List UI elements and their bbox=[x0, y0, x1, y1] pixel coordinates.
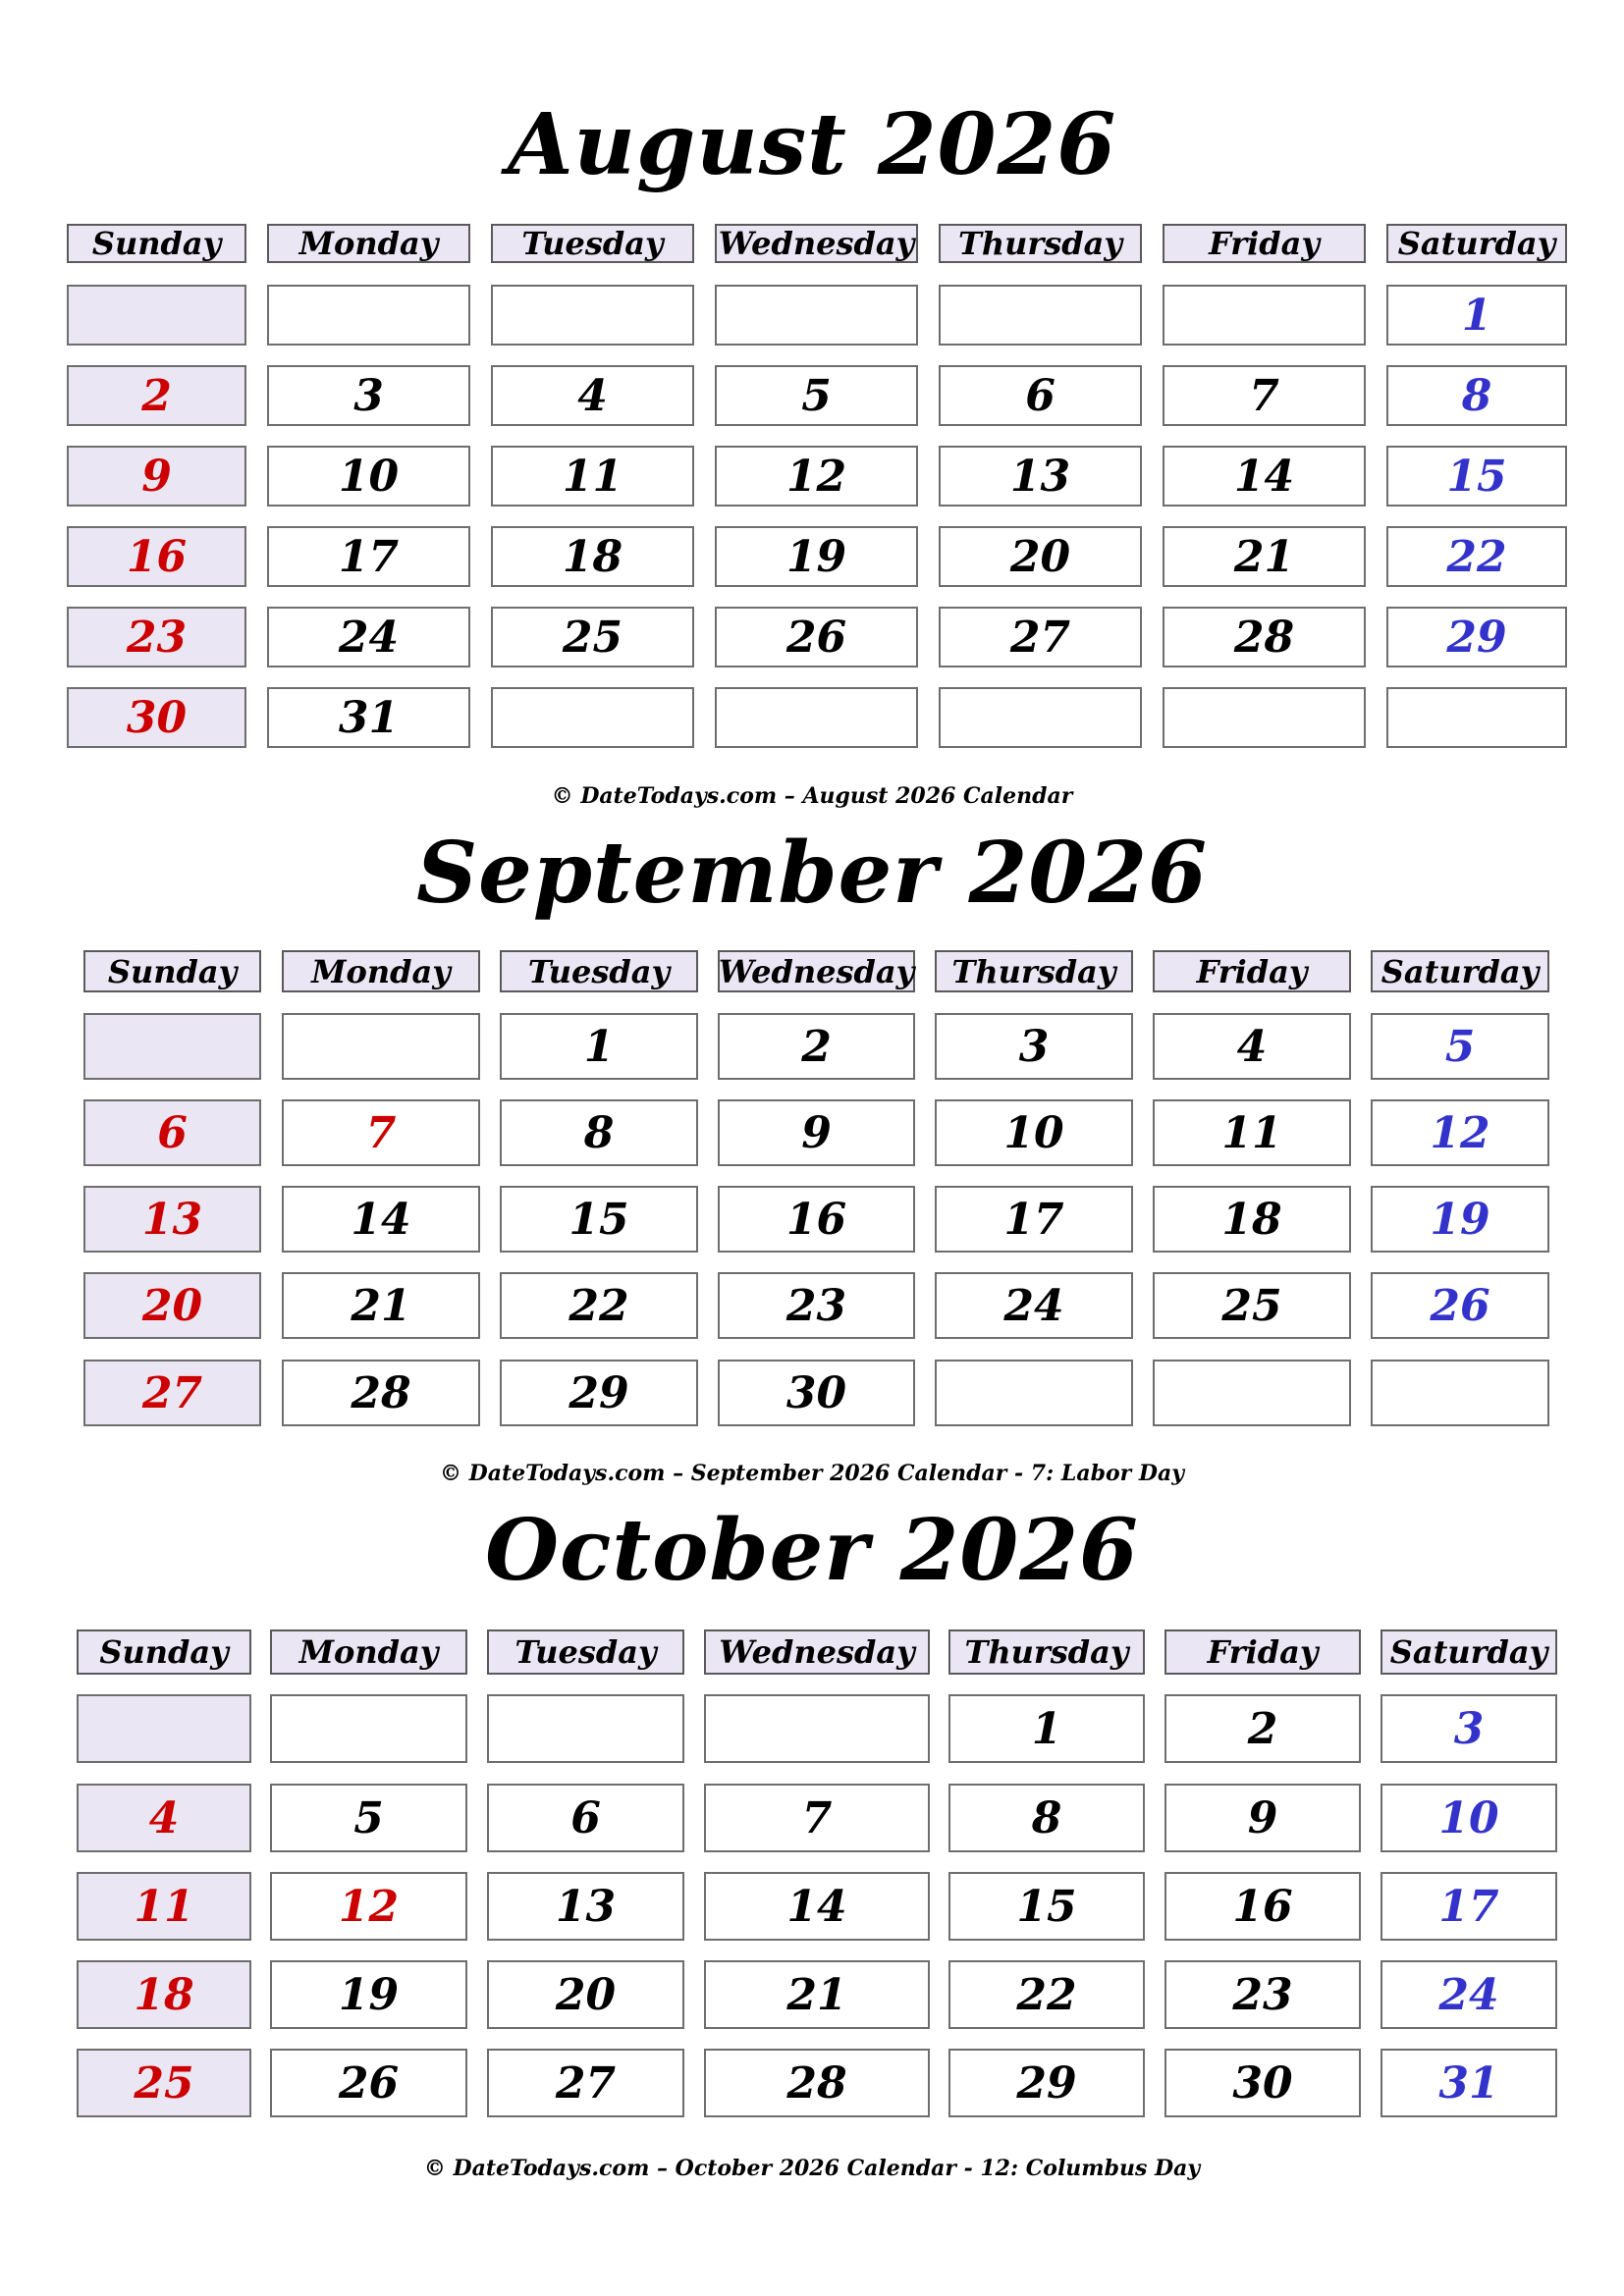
day-cell[interactable]: 8 bbox=[1386, 365, 1567, 426]
day-cell[interactable]: 12 bbox=[270, 1872, 467, 1941]
month-title: October 2026 bbox=[485, 1501, 1139, 1600]
day-cell[interactable]: 25 bbox=[1153, 1272, 1351, 1339]
day-cell[interactable]: 23 bbox=[1164, 1960, 1361, 2029]
day-cell[interactable]: 17 bbox=[1380, 1872, 1557, 1941]
empty-day-cell bbox=[1371, 1360, 1549, 1426]
empty-day-cell bbox=[491, 285, 694, 346]
day-cell[interactable]: 19 bbox=[1371, 1186, 1549, 1253]
weekday-header: Tuesday bbox=[500, 950, 698, 992]
day-cell[interactable]: 3 bbox=[935, 1013, 1133, 1080]
day-cell[interactable]: 6 bbox=[939, 365, 1142, 426]
empty-day-cell bbox=[77, 1694, 251, 1763]
weekday-header: Monday bbox=[270, 1629, 467, 1675]
weekday-header: Thursday bbox=[948, 1629, 1145, 1675]
day-cell[interactable]: 18 bbox=[1153, 1186, 1351, 1253]
weekday-header: Tuesday bbox=[491, 224, 694, 263]
day-cell[interactable]: 2 bbox=[67, 365, 246, 426]
day-cell[interactable]: 5 bbox=[715, 365, 918, 426]
day-cell[interactable]: 5 bbox=[1371, 1013, 1549, 1080]
day-cell[interactable]: 8 bbox=[500, 1099, 698, 1166]
day-cell[interactable]: 30 bbox=[67, 687, 246, 748]
empty-day-cell bbox=[715, 687, 918, 748]
day-cell[interactable]: 18 bbox=[77, 1960, 251, 2029]
day-cell[interactable]: 14 bbox=[282, 1186, 480, 1253]
day-cell[interactable]: 21 bbox=[704, 1960, 930, 2029]
day-cell[interactable]: 25 bbox=[491, 607, 694, 667]
empty-day-cell bbox=[1163, 687, 1366, 748]
weekday-header: Friday bbox=[1153, 950, 1351, 992]
weekday-header: Saturday bbox=[1371, 950, 1549, 992]
month-title: September 2026 bbox=[416, 824, 1208, 923]
day-cell[interactable]: 30 bbox=[718, 1360, 915, 1426]
empty-day-cell bbox=[715, 285, 918, 346]
day-cell[interactable]: 31 bbox=[267, 687, 470, 748]
day-cell[interactable]: 28 bbox=[282, 1360, 480, 1426]
empty-day-cell bbox=[939, 285, 1142, 346]
day-cell[interactable]: 12 bbox=[1371, 1099, 1549, 1166]
day-cell[interactable]: 2 bbox=[718, 1013, 915, 1080]
day-cell[interactable]: 4 bbox=[77, 1784, 251, 1852]
day-cell[interactable]: 13 bbox=[83, 1186, 261, 1253]
weekday-header: Thursday bbox=[939, 224, 1142, 263]
weekday-header: Saturday bbox=[1380, 1629, 1557, 1675]
calendar-footer-credit: © DateTodays.com – August 2026 Calendar bbox=[551, 783, 1073, 809]
day-cell[interactable]: 4 bbox=[1153, 1013, 1351, 1080]
day-cell[interactable]: 29 bbox=[1386, 607, 1567, 667]
day-cell[interactable]: 6 bbox=[487, 1784, 684, 1852]
day-cell[interactable]: 22 bbox=[948, 1960, 1145, 2029]
weekday-header: Friday bbox=[1164, 1629, 1361, 1675]
weekday-header: Saturday bbox=[1386, 224, 1567, 263]
weekday-header: Sunday bbox=[77, 1629, 251, 1675]
day-cell[interactable]: 4 bbox=[491, 365, 694, 426]
day-cell[interactable]: 2 bbox=[1164, 1694, 1361, 1763]
day-cell[interactable]: 24 bbox=[1380, 1960, 1557, 2029]
day-cell[interactable]: 11 bbox=[1153, 1099, 1351, 1166]
day-cell[interactable]: 15 bbox=[500, 1186, 698, 1253]
weekday-header: Sunday bbox=[67, 224, 246, 263]
day-cell[interactable]: 6 bbox=[83, 1099, 261, 1166]
day-cell[interactable]: 13 bbox=[487, 1872, 684, 1941]
day-cell[interactable]: 14 bbox=[704, 1872, 930, 1941]
day-cell[interactable]: 15 bbox=[1386, 446, 1567, 507]
day-cell[interactable]: 14 bbox=[1163, 446, 1366, 507]
day-cell[interactable]: 22 bbox=[1386, 526, 1567, 587]
empty-day-cell bbox=[491, 687, 694, 748]
day-cell[interactable]: 28 bbox=[1163, 607, 1366, 667]
empty-day-cell bbox=[67, 285, 246, 346]
day-cell[interactable]: 22 bbox=[500, 1272, 698, 1339]
empty-day-cell bbox=[1163, 285, 1366, 346]
day-cell[interactable]: 28 bbox=[704, 2049, 930, 2117]
day-cell[interactable]: 10 bbox=[935, 1099, 1133, 1166]
day-cell[interactable]: 25 bbox=[77, 2049, 251, 2117]
day-cell[interactable]: 21 bbox=[1163, 526, 1366, 587]
day-cell[interactable]: 23 bbox=[67, 607, 246, 667]
day-cell[interactable]: 23 bbox=[718, 1272, 915, 1339]
empty-day-cell bbox=[267, 285, 470, 346]
day-cell[interactable]: 9 bbox=[67, 446, 246, 507]
day-cell[interactable]: 9 bbox=[718, 1099, 915, 1166]
day-cell[interactable]: 11 bbox=[77, 1872, 251, 1941]
day-cell[interactable]: 29 bbox=[500, 1360, 698, 1426]
weekday-header: Wednesday bbox=[718, 950, 915, 992]
day-cell[interactable]: 7 bbox=[1163, 365, 1366, 426]
day-cell[interactable]: 17 bbox=[935, 1186, 1133, 1253]
empty-day-cell bbox=[270, 1694, 467, 1763]
empty-day-cell bbox=[939, 687, 1142, 748]
day-cell[interactable]: 31 bbox=[1380, 2049, 1557, 2117]
day-cell[interactable]: 7 bbox=[704, 1784, 930, 1852]
day-cell[interactable]: 13 bbox=[939, 446, 1142, 507]
day-cell[interactable]: 12 bbox=[715, 446, 918, 507]
day-cell[interactable]: 5 bbox=[270, 1784, 467, 1852]
day-cell[interactable]: 16 bbox=[67, 526, 246, 587]
day-cell[interactable]: 26 bbox=[1371, 1272, 1549, 1339]
day-cell[interactable]: 17 bbox=[267, 526, 470, 587]
empty-day-cell bbox=[83, 1013, 261, 1080]
empty-day-cell bbox=[487, 1694, 684, 1763]
weekday-header: Wednesday bbox=[715, 224, 918, 263]
weekday-header: Wednesday bbox=[704, 1629, 930, 1675]
day-cell[interactable]: 30 bbox=[1164, 2049, 1361, 2117]
weekday-header: Monday bbox=[267, 224, 470, 263]
weekday-header: Monday bbox=[282, 950, 480, 992]
weekday-header: Friday bbox=[1163, 224, 1366, 263]
day-cell[interactable]: 15 bbox=[948, 1872, 1145, 1941]
empty-day-cell bbox=[1386, 687, 1567, 748]
day-cell[interactable]: 8 bbox=[948, 1784, 1145, 1852]
calendar-footer-credit: © DateTodays.com – September 2026 Calendar - 7: Labor Day bbox=[439, 1461, 1185, 1486]
day-cell[interactable]: 1 bbox=[948, 1694, 1145, 1763]
day-cell[interactable]: 1 bbox=[500, 1013, 698, 1080]
day-cell[interactable]: 3 bbox=[267, 365, 470, 426]
calendar-footer-credit: © DateTodays.com – October 2026 Calendar - 12: Columbus Day bbox=[423, 2156, 1201, 2181]
day-cell[interactable]: 10 bbox=[1380, 1784, 1557, 1852]
day-cell[interactable]: 9 bbox=[1164, 1784, 1361, 1852]
day-cell[interactable]: 10 bbox=[267, 446, 470, 507]
weekday-header: Tuesday bbox=[487, 1629, 684, 1675]
day-cell[interactable]: 20 bbox=[83, 1272, 261, 1339]
day-cell[interactable]: 11 bbox=[491, 446, 694, 507]
day-cell[interactable]: 19 bbox=[715, 526, 918, 587]
month-title: August 2026 bbox=[507, 95, 1117, 194]
empty-day-cell bbox=[1153, 1360, 1351, 1426]
day-cell[interactable]: 20 bbox=[939, 526, 1142, 587]
empty-day-cell bbox=[704, 1694, 930, 1763]
day-cell[interactable]: 27 bbox=[939, 607, 1142, 667]
day-cell[interactable]: 21 bbox=[282, 1272, 480, 1339]
day-cell[interactable]: 16 bbox=[1164, 1872, 1361, 1941]
weekday-header: Thursday bbox=[935, 950, 1133, 992]
day-cell[interactable]: 24 bbox=[267, 607, 470, 667]
day-cell[interactable]: 27 bbox=[83, 1360, 261, 1426]
day-cell[interactable]: 3 bbox=[1380, 1694, 1557, 1763]
empty-day-cell bbox=[935, 1360, 1133, 1426]
day-cell[interactable]: 20 bbox=[487, 1960, 684, 2029]
weekday-header: Sunday bbox=[83, 950, 261, 992]
day-cell[interactable]: 1 bbox=[1386, 285, 1567, 346]
day-cell[interactable]: 26 bbox=[715, 607, 918, 667]
day-cell[interactable]: 18 bbox=[491, 526, 694, 587]
empty-day-cell bbox=[282, 1013, 480, 1080]
day-cell[interactable]: 7 bbox=[282, 1099, 480, 1166]
day-cell[interactable]: 26 bbox=[270, 2049, 467, 2117]
day-cell[interactable]: 19 bbox=[270, 1960, 467, 2029]
day-cell[interactable]: 27 bbox=[487, 2049, 684, 2117]
day-cell[interactable]: 29 bbox=[948, 2049, 1145, 2117]
day-cell[interactable]: 24 bbox=[935, 1272, 1133, 1339]
day-cell[interactable]: 16 bbox=[718, 1186, 915, 1253]
